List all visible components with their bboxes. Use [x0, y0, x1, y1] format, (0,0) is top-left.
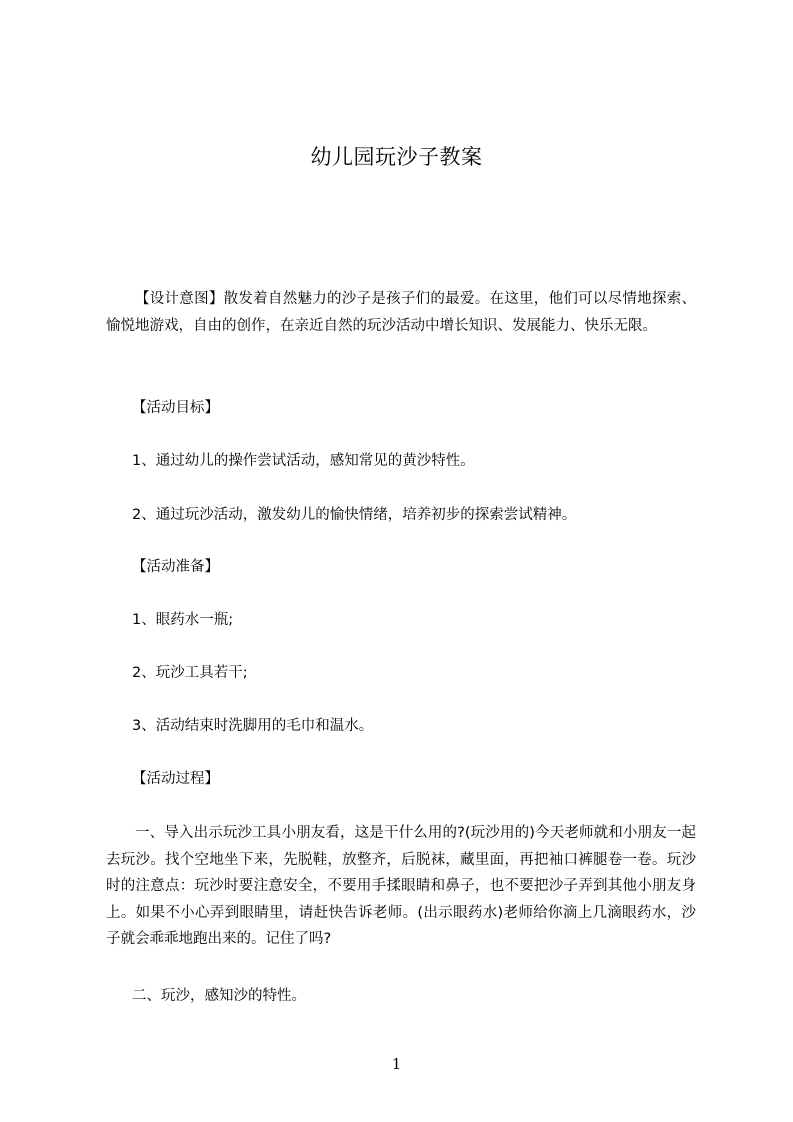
- paragraph-process-step-1: 一、导入出示玩沙工具小朋友看，这是干什么用的?(玩沙用的)今天老师就和小朋友一起去玩沙。找个空地坐下来，先脱鞋，放整齐，后脱袜，藏里面，再把袖口裤腿卷一卷。玩沙时的注意点：玩沙时要注意安全，不要用手揉眼睛和鼻子，也不要把沙子弄到其他小朋友身上。如果不小心弄到眼睛里，请赶快告诉老师。(出示眼药水)老师给你滴上几滴眼药水，沙子就会乖乖地跑出来的。记住了吗?: [106, 825, 696, 947]
- heading-activity-preparation: 【活动准备】: [132, 559, 219, 575]
- paragraph-preparation-1: 1、眼药水一瓶;: [132, 612, 234, 628]
- document-title: 幼儿园玩沙子教案: [310, 145, 483, 169]
- paragraph-goal-2: 2、通过玩沙活动，激发幼儿的愉快情绪，培养初步的探索尝试精神。: [132, 507, 577, 523]
- paragraph-process-step-2: 二、玩沙，感知沙的特性。: [132, 988, 306, 1004]
- paragraph-preparation-3: 3、活动结束时洗脚用的毛巾和温水。: [132, 718, 374, 734]
- heading-activity-goals: 【活动目标】: [132, 400, 219, 416]
- page-number: 1: [391, 1055, 402, 1073]
- heading-activity-process: 【活动过程】: [132, 771, 219, 787]
- paragraph-goal-1: 1、通过幼儿的操作尝试活动，感知常见的黄沙特性。: [132, 453, 475, 469]
- paragraph-design-intent: 【设计意图】散发着自然魅力的沙子是孩子们的最爱。在这里，他们可以尽情地探索、愉悦地游戏，自由的创作，在亲近自然的玩沙活动中增长知识、发展能力、快乐无限。: [106, 291, 696, 334]
- paragraph-preparation-2: 2、玩沙工具若干;: [132, 665, 248, 681]
